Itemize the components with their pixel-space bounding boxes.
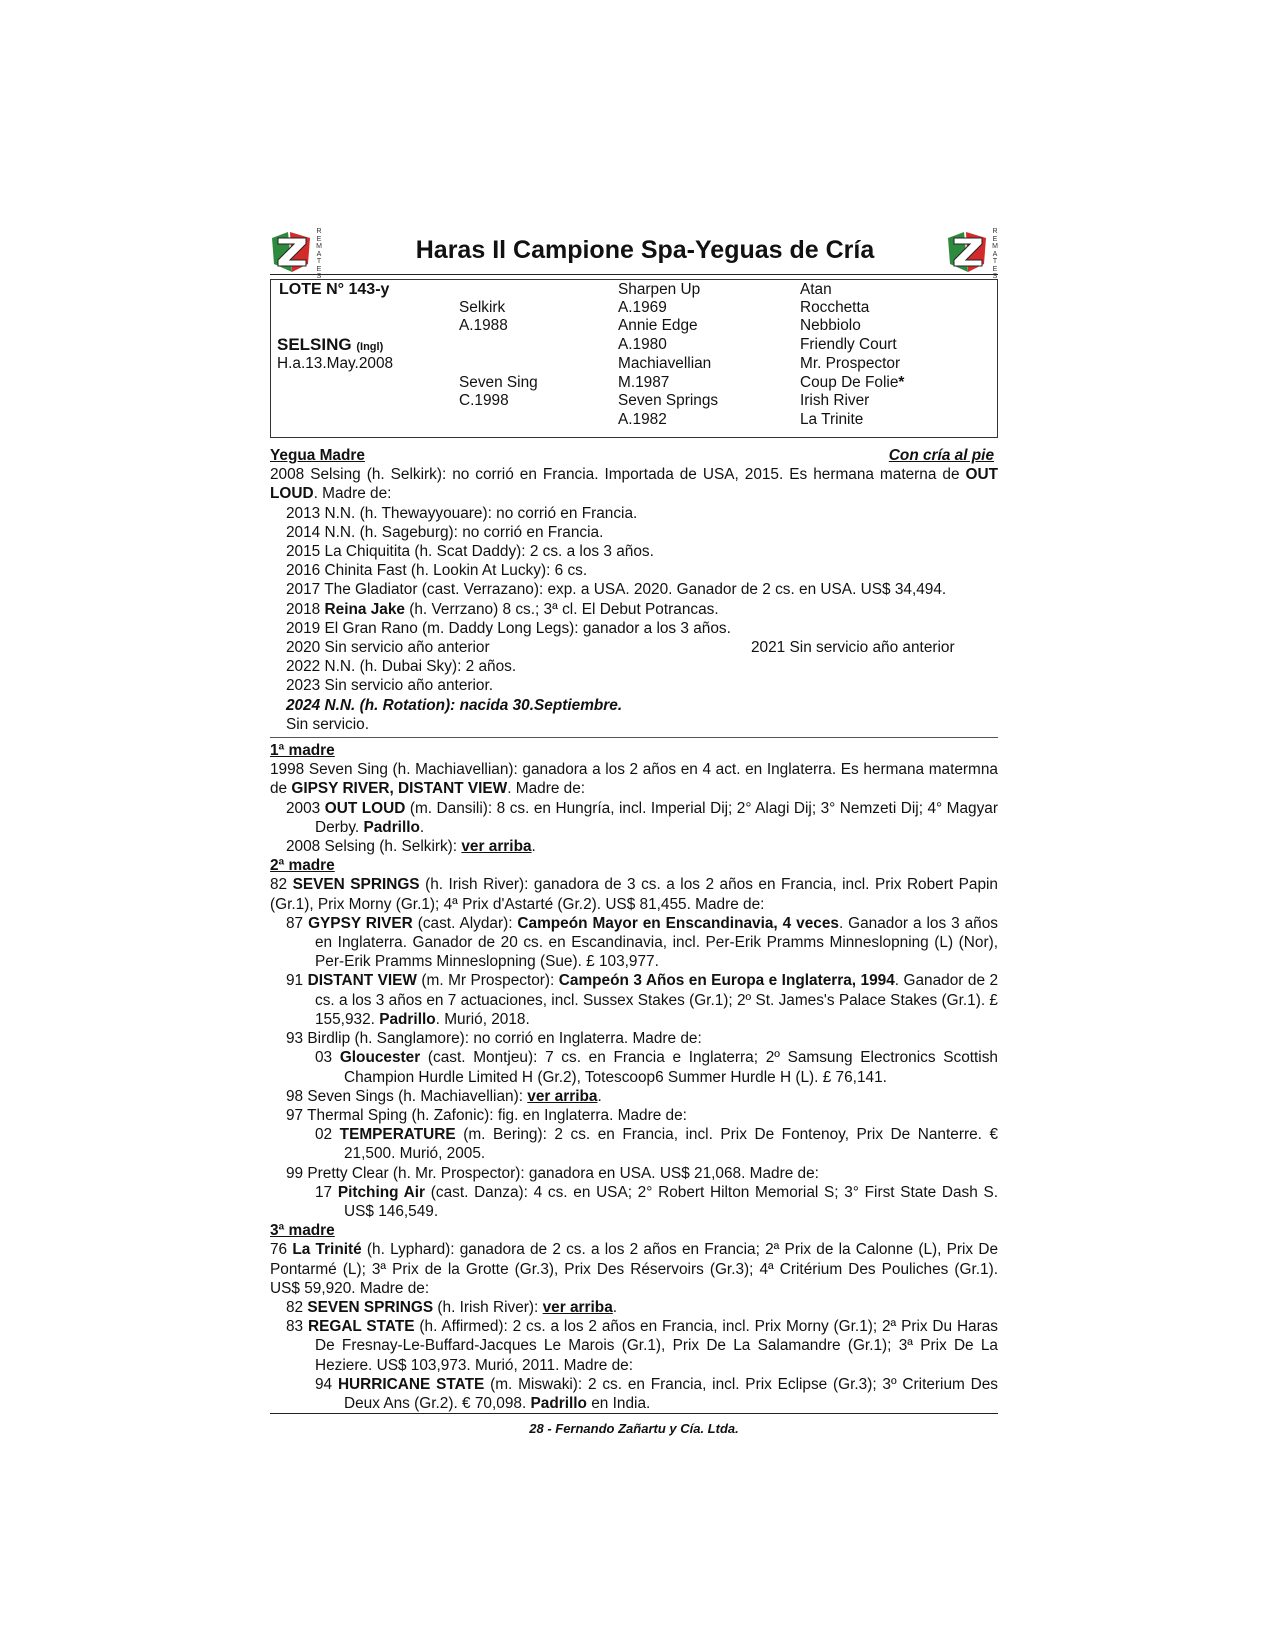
produce-line: 2024 N.N. (h. Rotation): nacida 30.Septiembre. <box>286 696 623 714</box>
produce-line: 2023 Sin servicio año anterior. <box>286 677 494 695</box>
ancestor: Rocchetta <box>800 299 870 316</box>
remates-logo-right <box>946 228 1000 280</box>
remates-logo <box>270 228 324 280</box>
ancestor: Nebbiolo <box>800 317 861 334</box>
ancestor: Atan <box>800 281 832 298</box>
section-heading: 3ª madre <box>270 1222 335 1240</box>
ancestor: Coup De Folie* <box>800 374 905 391</box>
produce-line: 2014 N.N. (h. Sageburg): no corrió en Francia. <box>286 523 604 541</box>
page-header <box>270 226 998 280</box>
produce-line: 2008 Selsing (h. Selkirk): ver arriba. <box>286 838 536 856</box>
produce-line: Sin servicio. <box>286 715 369 733</box>
tercera-madre-section <box>270 1221 998 1413</box>
produce-line: 2019 El Gran Rano (m. Daddy Long Legs): ganador a los 3 años. <box>286 619 731 637</box>
madre-intro: 76 La Trinité (h. Lyphard): ganadora de 2 cs. a los 2 años en Francia; 2ª Prix de la Calonne (L), Prix De Pontarmé (L); 3ª Prix de la Grotte (Gr.3), Prix Des Réservoirs (Gr.3); 4ª Critérium Des Pouliches (Gr.1). US$ 59,920. Madre de: <box>270 1241 999 1297</box>
produce-line: 2020 Sin servicio año anterior 2021 Sin servicio año anterior <box>286 639 955 657</box>
page-title: Haras Il Campione Spa-Yeguas de Cría <box>415 236 875 264</box>
produce-line: 2016 Chinita Fast (h. Lookin At Lucky): 6 cs. <box>286 562 588 580</box>
yegua-madre-section <box>270 446 998 734</box>
dam-year: C.1998 <box>459 392 509 409</box>
pedigree-table <box>270 279 998 438</box>
ancestor: Friendly Court <box>800 336 897 353</box>
ver-arriba-link[interactable]: ver arriba <box>461 838 532 856</box>
primera-madre-section <box>270 741 998 856</box>
produce-line: 02 TEMPERATURE (m. Bering): 2 cs. en Francia, incl. Prix De Fontenoy, Prix De Nanterre. € 21,500. Murió, 2005. <box>315 1126 999 1163</box>
produce-line: 17 Pitching Air (cast. Danza): 4 cs. en USA; 2° Robert Hilton Memorial S; 3° First State Dash S. US$ 146,549. <box>315 1183 999 1220</box>
sire-year: A.1988 <box>459 317 508 334</box>
produce-line: 2003 OUT LOUD (m. Dansili): 8 cs. en Hungría, incl. Imperial Dij; 2° Alagi Dij; 3° Nemzeti Dij; 4° Magyar Derby. Padrillo. <box>286 799 998 836</box>
logo-letters: R E M A T E S <box>992 228 998 280</box>
produce-line: 03 Gloucester (cast. Montjeu): 7 cs. en Francia e Inglaterra; 2º Samsung Electronics Scottish Champion Hurdle Limited H (Gr.2), Totescoop6 Summer Hurdle H (L). £ 76,141. <box>315 1049 998 1086</box>
produce-line: 2022 N.N. (h. Dubai Sky): 2 años. <box>286 658 517 676</box>
horse-birth: H.a.13.May.2008 <box>277 355 394 372</box>
yegua-intro: 2008 Selsing (h. Selkirk): no corrió en Francia. Importada de USA, 2015. Es hermana materna de OUT LOUD. Madre de: <box>270 466 998 503</box>
produce-line: 83 REGAL STATE (h. Affirmed): 2 cs. a los 2 años en Francia, incl. Prix Morny (Gr.1); 2ª Prix Du Haras De Fresnay-Le-Buffard-Jacques Le Marois (Gr.1), Prix De La Salamandre (Gr.1); 3ª Prix De La Heziere. US$ 103,973. Murió, 2011. Madre de: <box>286 1318 998 1374</box>
ancestor: Mr. Prospector <box>800 355 901 372</box>
produce-line: 93 Birdlip (h. Sanglamore): no corrió en Inglaterra. Madre de: <box>286 1030 702 1048</box>
ancestor: La Trinite <box>800 411 864 428</box>
granddam-1-year: A.1980 <box>618 336 667 353</box>
produce-line: 2017 The Gladiator (cast. Verrazano): exp. a USA. 2020. Ganador de 2 cs. en USA. US$ 34,494. <box>286 581 947 599</box>
granddam-1: Annie Edge <box>618 317 698 334</box>
catalog-page <box>270 226 998 1413</box>
produce-line: 2018 Reina Jake (h. Verrzano) 8 cs.; 3ª cl. El Debut Potrancas. <box>286 600 719 618</box>
madre-intro: 82 SEVEN SPRINGS (h. Irish River): ganadora de 3 cs. a los 2 años en Francia, incl. Prix Robert Papin (Gr.1), Prix Morny (Gr.1); 4ª Prix d'Astarté (Gr.2). US$ 81,455. Madre de: <box>270 876 998 913</box>
dam: Seven Sing <box>459 374 538 391</box>
ver-arriba-link[interactable]: ver arriba <box>527 1087 598 1105</box>
logo-letters: R E M A T E S <box>316 228 322 280</box>
con-cria-label: Con cría al pie <box>888 447 994 464</box>
grandsire-1-year: A.1969 <box>618 299 667 316</box>
sire: Selkirk <box>459 299 506 316</box>
section-divider <box>270 737 998 738</box>
produce-line: 94 HURRICANE STATE (m. Miswaki): 2 cs. en Francia, incl. Prix Eclipse (Gr.3); 3º Criterium Des Deux Ans (Gr.2). € 70,098. Padrillo en India. <box>315 1375 999 1412</box>
section-heading: 2ª madre <box>270 857 335 875</box>
grandsire-1: Sharpen Up <box>618 281 701 298</box>
lote-number: LOTE N° 143-y <box>279 281 390 298</box>
section-heading: Yegua Madre <box>270 447 365 464</box>
ver-arriba-link[interactable]: ver arriba <box>542 1298 613 1316</box>
madre-intro: 1998 Seven Sing (h. Machiavellian): ganadora a los 2 años en 4 act. en Inglaterra. Es hermana matermna de GIPSY RIVER, DISTANT VIEW. Madre de: <box>270 761 998 798</box>
grandsire-2-year: M.1987 <box>618 374 670 391</box>
produce-line: 2015 La Chiquitita (h. Scat Daddy): 2 cs. a los 3 años. <box>286 543 654 561</box>
granddam-2-year: A.1982 <box>618 411 667 428</box>
produce-line: 2013 N.N. (h. Thewayyouare): no corrió en Francia. <box>286 504 638 522</box>
produce-line: 98 Seven Sings (h. Machiavellian): ver arriba. <box>286 1087 602 1105</box>
segunda-madre-section <box>270 856 998 1221</box>
ancestor: Irish River <box>800 392 870 409</box>
produce-line: 97 Thermal Sping (h. Zafonic): fig. en Inglaterra. Madre de: <box>286 1106 687 1124</box>
section-heading: 1ª madre <box>270 742 335 760</box>
produce-line: 91 DISTANT VIEW (m. Mr Prospector): Campeón 3 Años en Europa e Inglaterra, 1994. Ganador de 2 cs. a los 3 años en 7 actuaciones, incl. Sussex Stakes (Gr.1); 2º St. James's Palace Stakes (Gr.1). £ 155,932. Padrillo. Murió, 2018. <box>286 972 999 1028</box>
granddam-2: Seven Springs <box>618 392 719 409</box>
page-footer: 28 - Fernando Zañartu y Cía. Ltda. <box>270 1413 998 1436</box>
horse-name: SELSING (Ingl) <box>277 335 384 354</box>
grandsire-2: Machiavellian <box>618 355 712 372</box>
produce-line: 87 GYPSY RIVER (cast. Alydar): Campeón Mayor en Enscandinavia, 4 veces. Ganador a los 3 años en Inglaterra. Ganador de 20 cs. en Escandinavia, incl. Per-Erik Pramms Minneslopning (L) (Nor), Per-Erik Pramms Minneslopning (Sue). £ 103,977. <box>286 914 998 971</box>
produce-line: 82 SEVEN SPRINGS (h. Irish River): ver arriba. <box>286 1298 618 1316</box>
produce-line: 99 Pretty Clear (h. Mr. Prospector): ganadora en USA. US$ 21,068. Madre de: <box>286 1164 819 1182</box>
